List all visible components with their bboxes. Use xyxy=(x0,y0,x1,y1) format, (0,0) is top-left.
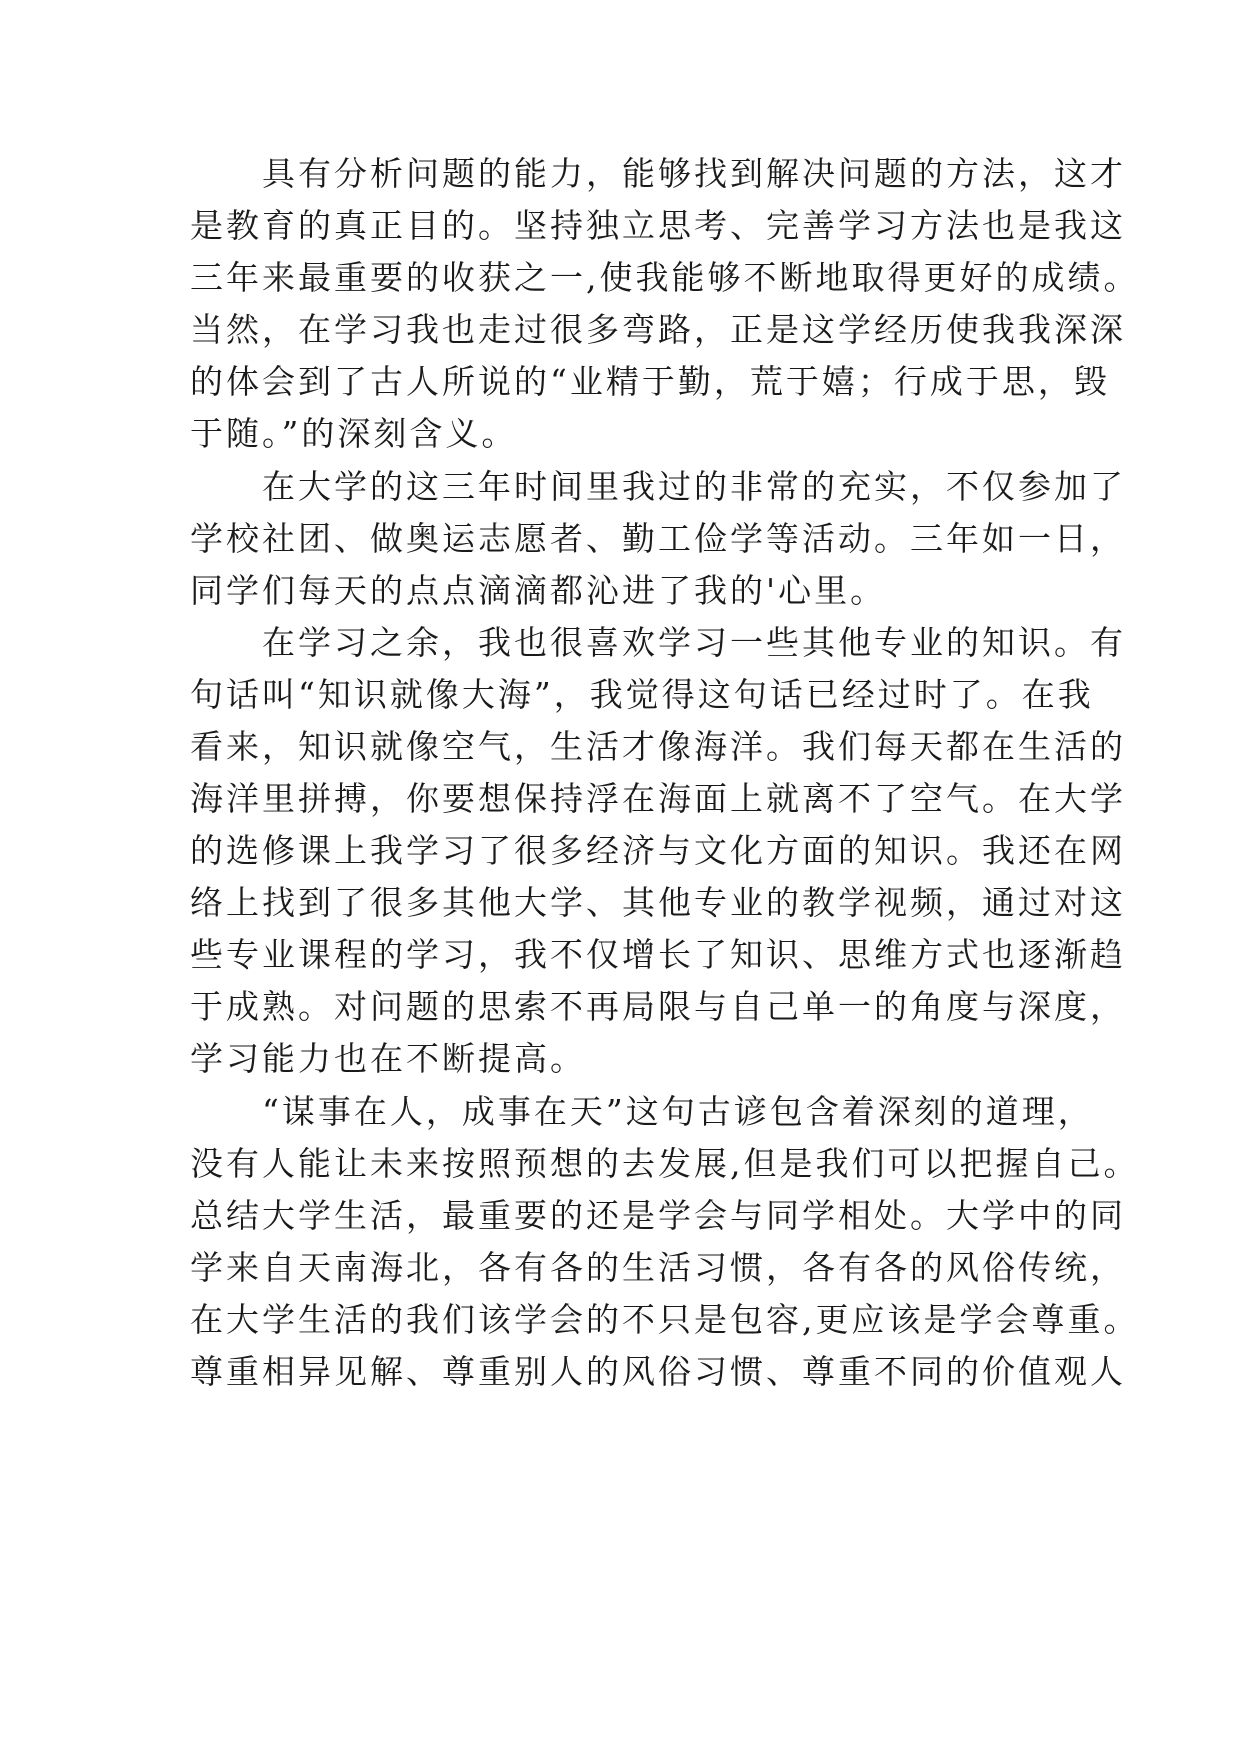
text-line: 学来自天南海北，各有各的生活习惯，各有各的风俗传统， xyxy=(190,1248,1126,1287)
text-line: 于成熟。对问题的思索不再局限与自己单一的角度与深度， xyxy=(190,987,1126,1026)
text-line: 三年来最重要的收获之一,使我能够不断地取得更好的成绩。 xyxy=(190,258,1140,297)
text-line: 的体会到了古人所说的“业精于勤，荒于嬉；行成于思，毁 xyxy=(190,362,1110,401)
text-line: 是教育的真正目的。坚持独立思考、完善学习方法也是我这 xyxy=(190,206,1126,245)
text-line: 具有分析问题的能力，能够找到解决问题的方法，这才 xyxy=(190,154,1126,193)
text-line: 络上找到了很多其他大学、其他专业的教学视频，通过对这 xyxy=(190,883,1126,922)
text-line: 尊重相异见解、尊重别人的风俗习惯、尊重不同的价值观人 xyxy=(190,1352,1126,1391)
text-line: 在学习之余，我也很喜欢学习一些其他专业的知识。有 xyxy=(190,623,1126,662)
text-line: 在大学生活的我们该学会的不只是包容,更应该是学会尊重。 xyxy=(190,1300,1140,1339)
text-line: 些专业课程的学习，我不仅增长了知识、思维方式也逐渐趋 xyxy=(190,935,1126,974)
text-line: 看来，知识就像空气，生活才像海洋。我们每天都在生活的 xyxy=(190,727,1126,766)
text-line: 学校社团、做奥运志愿者、勤工俭学等活动。三年如一日， xyxy=(190,519,1126,558)
text-line: 于随。”的深刻含义。 xyxy=(190,414,518,453)
text-line: 句话叫“知识就像大海”，我觉得这句话已经过时了。在我 xyxy=(190,675,1094,714)
text-line: 学习能力也在不断提高。 xyxy=(190,1039,586,1078)
text-line: 总结大学生活，最重要的还是学会与同学相处。大学中的同 xyxy=(190,1196,1126,1235)
text-line: 的选修课上我学习了很多经济与文化方面的知识。我还在网 xyxy=(190,831,1126,870)
text-line: “谋事在人，成事在天”这句古谚包含着深刻的道理， xyxy=(190,1092,1094,1131)
text-line: 在大学的这三年时间里我过的非常的充实，不仅参加了 xyxy=(190,467,1126,506)
text-line: 没有人能让未来按照预想的去发展,但是我们可以把握自己。 xyxy=(190,1144,1140,1183)
text-line: 同学们每天的点点滴滴都沁进了我的'心里。 xyxy=(190,571,887,610)
text-line: 海洋里拼搏，你要想保持浮在海面上就离不了空气。在大学 xyxy=(190,779,1126,818)
text-line: 当然，在学习我也走过很多弯路，正是这学经历使我我深深 xyxy=(190,310,1126,349)
